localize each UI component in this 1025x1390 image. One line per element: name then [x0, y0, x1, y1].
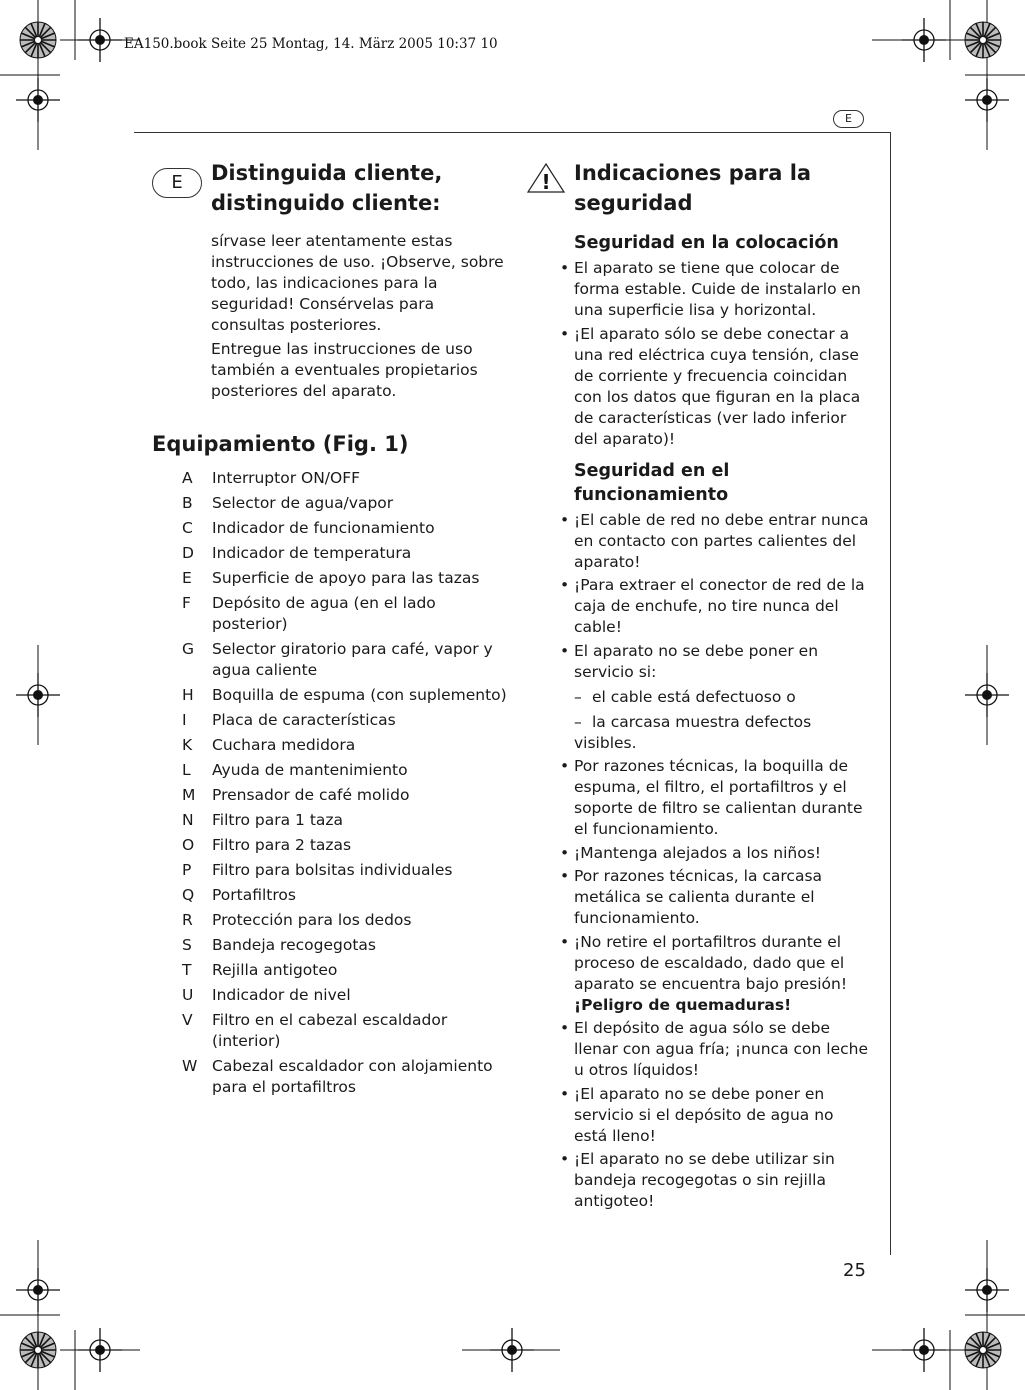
equipment-letter: E — [182, 569, 192, 587]
equipment-text: Rejilla antigoteo — [212, 961, 338, 979]
equipment-text: Bandeja recogegotas — [212, 936, 376, 954]
safety-title — [574, 158, 870, 218]
equipment-letter: V — [182, 1011, 193, 1029]
equipment-letter: S — [182, 936, 192, 954]
equipment-item — [152, 468, 512, 489]
equipment-item — [152, 1056, 512, 1098]
equipment-text: Indicador de funcionamiento — [212, 519, 435, 537]
greeting-title-line2: distinguido cliente: — [211, 191, 441, 215]
equipment-item — [152, 985, 512, 1006]
equipment-item — [152, 685, 512, 706]
equipment-text: Interruptor ON/OFF — [212, 469, 361, 487]
operation-safety-heading: Seguridad en el funcionamiento — [574, 460, 730, 505]
equipment-item — [152, 760, 512, 781]
equipment-item — [152, 785, 512, 806]
equipment-letter: F — [182, 594, 191, 612]
equipment-letter: B — [182, 494, 193, 512]
equipment-item — [152, 710, 512, 731]
equipment-letter: W — [182, 1057, 198, 1075]
equipment-item — [152, 860, 512, 881]
equipment-item — [152, 810, 512, 831]
intro-paragraph-2: Entregue las instrucciones de uso también a eventuales propietarios posteriores del aparato. — [211, 340, 478, 400]
equipment-text: Boquilla de espuma (con suplemento) — [212, 686, 507, 704]
equipment-item — [152, 935, 512, 956]
warning-symbol: ! — [541, 170, 551, 194]
burn-warning: ¡Peligro de quemaduras! — [574, 995, 792, 1014]
greeting-section — [211, 158, 512, 402]
language-badge: E — [152, 168, 202, 198]
equipment-item — [152, 735, 512, 756]
equipment-item — [152, 639, 512, 681]
list-item: • ¡El aparato no se debe poner en servicio si el depósito de agua no está lleno! — [560, 1084, 834, 1145]
equipment-heading: Equipamiento (Fig. 1) — [152, 432, 409, 456]
equipment-letter: K — [182, 736, 193, 754]
equipment-text: Selector de agua/vapor — [212, 494, 394, 512]
equipment-item — [152, 885, 512, 906]
greeting-title-line1: Distinguida cliente, — [211, 161, 443, 185]
list-item: • ¡No retire el portafiltros durante el proceso de escaldado, dado que el aparato se encuentra bajo presión! ¡Peligro de quemaduras! — [574, 932, 870, 1016]
list-item: • Por razones técnicas, la carcasa metálica se calienta durante el funcionamiento. — [560, 867, 823, 927]
dash-item: – la carcasa muestra defectos visibles. — [574, 712, 812, 752]
left-column — [152, 158, 512, 1102]
list-item: • El aparato se tiene que colocar de forma estable. Cuide de instalarlo en una superficie lisa y horizontal. — [560, 259, 861, 319]
equipment-letter: C — [182, 519, 193, 537]
equipment-text: Selector giratorio para café, vapor y agua caliente — [212, 640, 493, 679]
equipment-item — [152, 1010, 512, 1052]
right-rule — [890, 132, 891, 1255]
print-header-stamp: EA150.book Seite 25 Montag, 14. März 2005 10:37 10 — [124, 36, 498, 52]
list-item: • Por razones técnicas, la boquilla de espuma, el filtro, el portafiltros y el soporte de filtro se calientan durante el funcionamiento. — [560, 757, 863, 838]
equipment-text: Placa de características — [212, 711, 396, 729]
equipment-letter: H — [182, 686, 194, 704]
list-item: • ¡Para extraer el conector de red de la caja de enchufe, no tire nunca del cable! — [560, 576, 865, 636]
equipment-letter: M — [182, 786, 196, 804]
equipment-text: Prensador de café molido — [212, 786, 410, 804]
list-item: • El depósito de agua sólo se debe llenar con agua fría; ¡nunca con leche u otros líquidos! — [560, 1019, 869, 1079]
equipment-item — [152, 493, 512, 514]
equipment-letter: Q — [182, 886, 195, 904]
safety-section — [560, 158, 870, 1212]
equipment-text: Filtro para 1 taza — [212, 811, 344, 829]
equipment-text: Indicador de temperatura — [212, 544, 412, 562]
equipment-text: Depósito de agua (en el lado posterior) — [212, 594, 436, 633]
equipment-item — [152, 543, 512, 564]
equipment-letter: R — [182, 911, 193, 929]
placement-safety-heading: Seguridad en la colocación — [574, 233, 839, 253]
list-item: • ¡El aparato no se debe utilizar sin bandeja recogegotas o sin rejilla antigoteo! — [560, 1150, 835, 1210]
equipment-text: Superficie de apoyo para las tazas — [212, 569, 480, 587]
equipment-letter: T — [182, 961, 192, 979]
equipment-text: Portafiltros — [212, 886, 296, 904]
list-item: • El aparato no se debe poner en servicio si: – el cable está defectuoso o – la carcasa muestra defectos visibles. — [574, 641, 870, 754]
list-item: • ¡El cable de red no debe entrar nunca en contacto con partes calientes del aparato! — [560, 510, 869, 571]
dash-item: – el cable está defectuoso o — [574, 687, 796, 706]
equipment-letter: P — [182, 861, 192, 879]
equipment-text: Ayuda de mantenimiento — [212, 761, 408, 779]
equipment-text: Indicador de nivel — [212, 986, 351, 1004]
greeting-title — [211, 158, 512, 218]
equipment-item — [152, 593, 512, 635]
top-rule — [134, 132, 890, 133]
equipment-text: Protección para los dedos — [212, 911, 412, 929]
equipment-letter: D — [182, 544, 194, 562]
equipment-letter: N — [182, 811, 194, 829]
intro-paragraph: sírvase leer atentamente estas instrucciones de uso. ¡Observe, sobre todo, las indicaciones para la seguridad! Consérvelas para consultas posteriores. — [211, 232, 504, 334]
right-column — [524, 158, 870, 1215]
equipment-text: Cuchara medidora — [212, 736, 356, 754]
equipment-text: Filtro en el cabezal escaldador (interior) — [212, 1011, 448, 1050]
operation-safety-list — [560, 510, 870, 1213]
equipment-text: Cabezal escaldador con alojamiento para el portafiltros — [212, 1057, 493, 1096]
equipment-letter: A — [182, 469, 193, 487]
equipment-item — [152, 518, 512, 539]
equipment-item — [152, 568, 512, 589]
equipment-item — [152, 835, 512, 856]
equipment-letter: G — [182, 640, 195, 658]
safety-title-line1: Indicaciones para la — [574, 161, 812, 185]
warning-icon — [526, 162, 566, 194]
language-tab-top: E — [833, 110, 864, 128]
list-item: • ¡El aparato sólo se debe conectar a una red eléctrica cuya tensión, clase de corriente y frecuencia coincidan con los datos que figuran en la placa de características (ver lado inferior del aparato)! — [560, 324, 861, 448]
page-number: 25 — [843, 1260, 866, 1281]
equipment-letter: U — [182, 986, 194, 1004]
equipment-letter: L — [182, 761, 191, 779]
equipment-list — [152, 468, 512, 1098]
equipment-text: Filtro para 2 tazas — [212, 836, 352, 854]
equipment-letter: O — [182, 836, 195, 854]
equipment-item — [152, 960, 512, 981]
equipment-item — [152, 910, 512, 931]
placement-safety-list — [560, 258, 870, 450]
equipment-text: Filtro para bolsitas individuales — [212, 861, 453, 879]
safety-title-line2: seguridad — [574, 191, 693, 215]
equipment-letter: I — [182, 711, 187, 729]
list-item: • ¡Mantenga alejados a los niños! — [560, 843, 822, 862]
